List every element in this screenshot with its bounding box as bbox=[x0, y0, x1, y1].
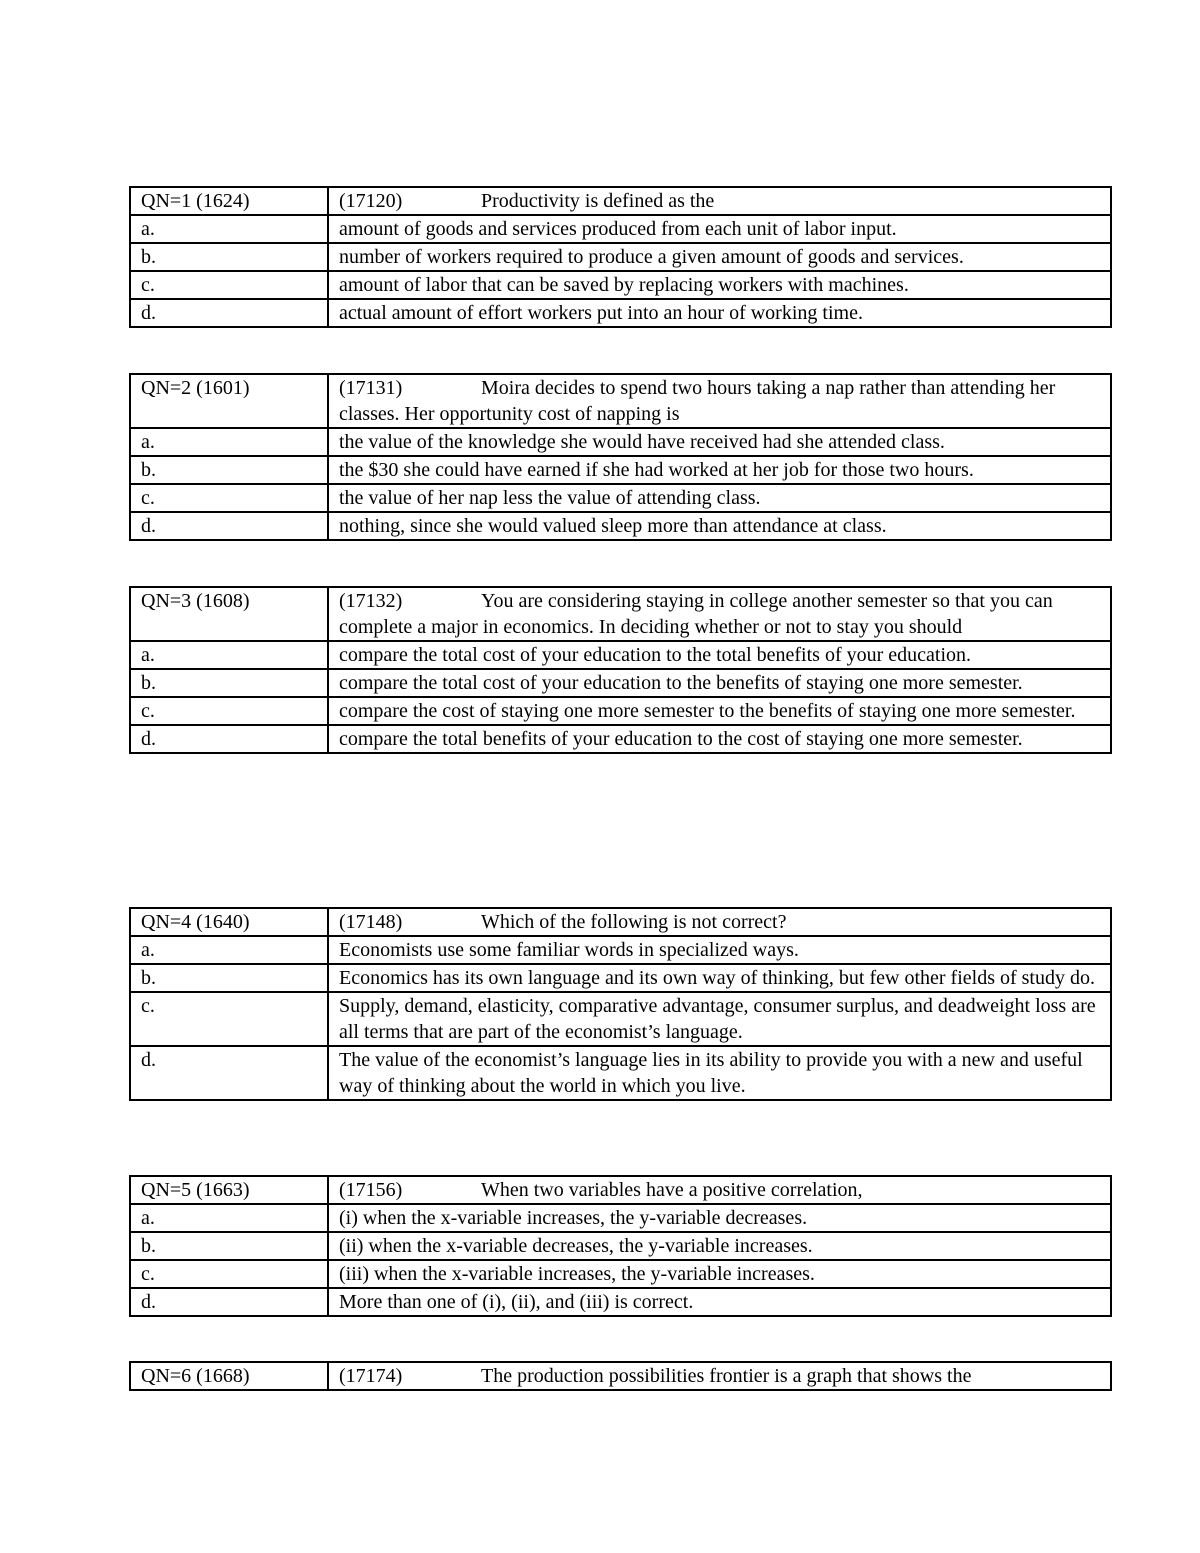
option-text: the value of the knowledge she would have received had she attended class. bbox=[328, 428, 1111, 456]
option-row bbox=[130, 512, 1111, 540]
option-text: actual amount of effort workers put into an hour of working time. bbox=[328, 299, 1111, 327]
option-letter: b. bbox=[130, 1232, 328, 1260]
option-text: compare the cost of staying one more semester to the benefits of staying one more semester. bbox=[328, 697, 1111, 725]
option-text: compare the total benefits of your education to the cost of staying one more semester. bbox=[328, 725, 1111, 753]
question-table-2 bbox=[129, 373, 1112, 541]
question-table-5 bbox=[129, 1175, 1112, 1317]
question-stem bbox=[328, 1176, 1111, 1204]
option-row bbox=[130, 697, 1111, 725]
question-number: QN=5 (1663) bbox=[130, 1176, 328, 1204]
option-row bbox=[130, 964, 1111, 992]
option-row bbox=[130, 1046, 1111, 1100]
question-header-row bbox=[130, 908, 1111, 936]
option-text: the value of her nap less the value of attending class. bbox=[328, 484, 1111, 512]
question-stem-text: The production possibilities frontier is a graph that shows the bbox=[481, 1365, 972, 1387]
question-header-row bbox=[130, 187, 1111, 215]
option-letter: b. bbox=[130, 669, 328, 697]
option-row bbox=[130, 725, 1111, 753]
question-table-6 bbox=[129, 1361, 1112, 1391]
option-letter: d. bbox=[130, 725, 328, 753]
question-header-row bbox=[130, 1176, 1111, 1204]
option-letter: a. bbox=[130, 428, 328, 456]
question-stem bbox=[328, 1362, 1111, 1390]
question-header-row bbox=[130, 374, 1111, 428]
option-text: Economics has its own language and its own way of thinking, but few other fields of study do. bbox=[328, 964, 1111, 992]
question-number: QN=3 (1608) bbox=[130, 587, 328, 641]
question-header-row bbox=[130, 587, 1111, 641]
option-text: nothing, since she would valued sleep more than attendance at class. bbox=[328, 512, 1111, 540]
option-row bbox=[130, 1288, 1111, 1316]
option-row bbox=[130, 484, 1111, 512]
option-letter: a. bbox=[130, 641, 328, 669]
question-stem bbox=[328, 587, 1111, 641]
option-text: (ii) when the x-variable decreases, the y-variable increases. bbox=[328, 1232, 1111, 1260]
question-table-4 bbox=[129, 907, 1112, 1101]
option-letter: c. bbox=[130, 271, 328, 299]
option-letter: b. bbox=[130, 964, 328, 992]
option-row bbox=[130, 299, 1111, 327]
question-stem-text: When two variables have a positive correlation, bbox=[481, 1179, 863, 1201]
question-stem-text: Which of the following is not correct? bbox=[481, 911, 787, 933]
option-row bbox=[130, 428, 1111, 456]
option-row bbox=[130, 1260, 1111, 1288]
option-text: the $30 she could have earned if she had worked at her job for those two hours. bbox=[328, 456, 1111, 484]
option-row bbox=[130, 936, 1111, 964]
question-id: (17156) bbox=[339, 1179, 403, 1201]
question-stem-text: Moira decides to spend two hours taking a nap rather than attending her classes. Her opportunity cost of napping is bbox=[339, 377, 1056, 425]
option-text: compare the total cost of your education to the benefits of staying one more semester. bbox=[328, 669, 1111, 697]
question-table-3 bbox=[129, 586, 1112, 754]
question-id: (17132) bbox=[339, 590, 403, 612]
question-number: QN=6 (1668) bbox=[130, 1362, 328, 1390]
question-id: (17120) bbox=[339, 190, 403, 212]
option-row bbox=[130, 1232, 1111, 1260]
question-header-row bbox=[130, 1362, 1111, 1390]
question-stem-text: You are considering staying in college another semester so that you can complete a major in economics. In deciding whether or not to stay you should bbox=[339, 590, 1053, 638]
question-number: QN=1 (1624) bbox=[130, 187, 328, 215]
question-table-1 bbox=[129, 186, 1112, 328]
option-row bbox=[130, 641, 1111, 669]
option-row bbox=[130, 456, 1111, 484]
question-id: (17174) bbox=[339, 1365, 403, 1387]
option-row bbox=[130, 215, 1111, 243]
option-letter: c. bbox=[130, 697, 328, 725]
question-stem-text: Productivity is defined as the bbox=[481, 190, 715, 212]
option-text: Supply, demand, elasticity, comparative advantage, consumer surplus, and deadweight loss are all terms that are part of the economist’s language. bbox=[328, 992, 1111, 1046]
option-letter: d. bbox=[130, 1046, 328, 1100]
option-text: The value of the economist’s language lies in its ability to provide you with a new and useful way of thinking about the world in which you live. bbox=[328, 1046, 1111, 1100]
question-id: (17131) bbox=[339, 377, 403, 399]
option-letter: c. bbox=[130, 992, 328, 1046]
option-letter: b. bbox=[130, 456, 328, 484]
question-stem bbox=[328, 374, 1111, 428]
option-text: amount of goods and services produced from each unit of labor input. bbox=[328, 215, 1111, 243]
question-number: QN=4 (1640) bbox=[130, 908, 328, 936]
option-letter: b. bbox=[130, 243, 328, 271]
question-id: (17148) bbox=[339, 911, 403, 933]
option-text: (iii) when the x-variable increases, the y-variable increases. bbox=[328, 1260, 1111, 1288]
option-letter: c. bbox=[130, 484, 328, 512]
option-letter: d. bbox=[130, 299, 328, 327]
option-row bbox=[130, 271, 1111, 299]
option-text: Economists use some familiar words in specialized ways. bbox=[328, 936, 1111, 964]
option-letter: a. bbox=[130, 215, 328, 243]
option-text: number of workers required to produce a given amount of goods and services. bbox=[328, 243, 1111, 271]
option-text: More than one of (i), (ii), and (iii) is correct. bbox=[328, 1288, 1111, 1316]
option-text: (i) when the x-variable increases, the y-variable decreases. bbox=[328, 1204, 1111, 1232]
option-letter: d. bbox=[130, 512, 328, 540]
question-stem bbox=[328, 908, 1111, 936]
option-letter: c. bbox=[130, 1260, 328, 1288]
option-row bbox=[130, 243, 1111, 271]
question-number: QN=2 (1601) bbox=[130, 374, 328, 428]
option-letter: a. bbox=[130, 936, 328, 964]
option-text: compare the total cost of your education to the total benefits of your education. bbox=[328, 641, 1111, 669]
option-row bbox=[130, 669, 1111, 697]
option-row bbox=[130, 1204, 1111, 1232]
question-stem bbox=[328, 187, 1111, 215]
option-text: amount of labor that can be saved by replacing workers with machines. bbox=[328, 271, 1111, 299]
option-letter: d. bbox=[130, 1288, 328, 1316]
option-letter: a. bbox=[130, 1204, 328, 1232]
option-row bbox=[130, 992, 1111, 1046]
